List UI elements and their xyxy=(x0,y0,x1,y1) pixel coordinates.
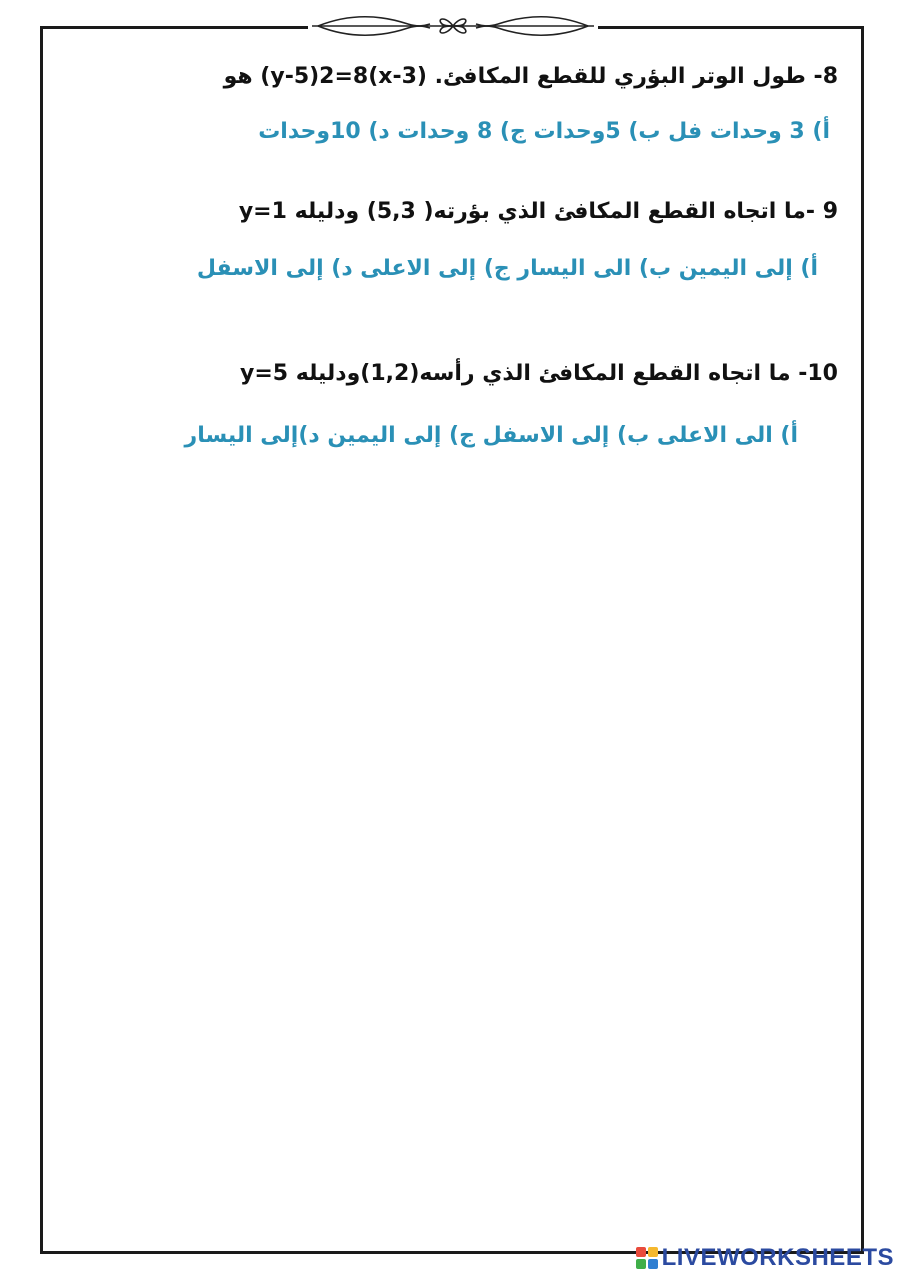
liveworksheets-logo-icon xyxy=(636,1247,658,1269)
logo-square-green xyxy=(636,1259,646,1269)
ornament-divider xyxy=(308,10,598,42)
logo-square-blue xyxy=(648,1259,658,1269)
liveworksheets-watermark xyxy=(636,1244,894,1272)
question-10-options: أ) الى الاعلى ب) إلى الاسفل ج) إلى اليمين د)إلى اليسار xyxy=(184,423,798,448)
logo-square-yellow xyxy=(648,1247,658,1257)
question-8-options: أ) 3 وحدات فل ب) 5وحدات ج) 8 وحدات د) 10وحدات xyxy=(258,119,830,144)
question-9-options: أ) إلى اليمين ب) الى اليسار ج) إلى الاعلى د) إلى الاسفل xyxy=(196,256,818,281)
brand-name: LIVEWORKSHEETS xyxy=(661,1244,894,1271)
question-8: 8- طول الوتر البؤري للقطع المكافئ. ‎(y-5)2=8(x-3)‏ هو xyxy=(223,64,838,89)
question-9: 9 -ما اتجاه القطع المكافئ الذي بؤرته( 5,3) ودليله ‎y=1 xyxy=(238,199,838,224)
question-10: 10- ما اتجاه القطع المكافئ الذي رأسه(1,2)ودليله ‎y=5 xyxy=(239,361,838,386)
logo-square-red xyxy=(636,1247,646,1257)
